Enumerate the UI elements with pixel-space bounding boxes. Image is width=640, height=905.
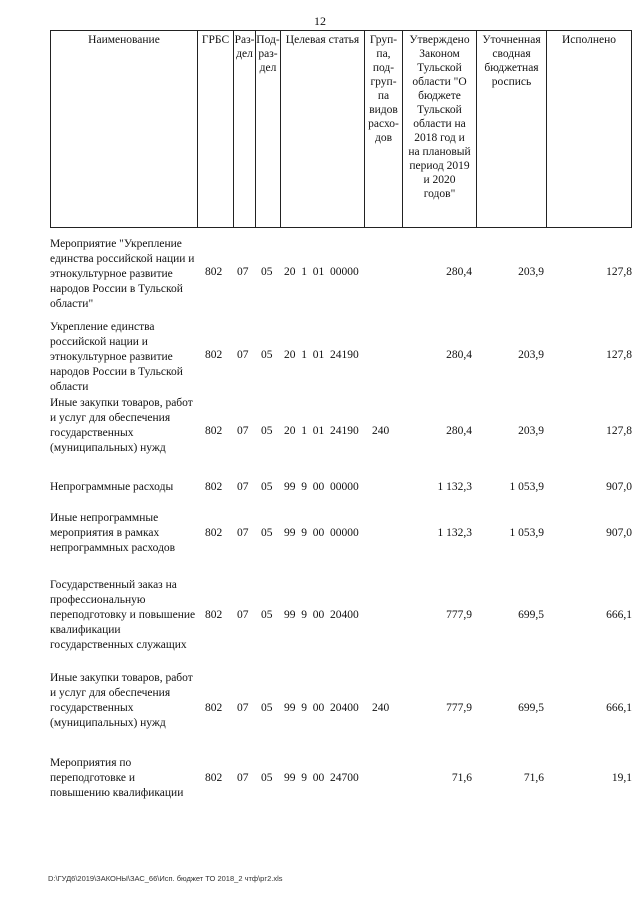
- row-approved: 777,9: [446, 702, 472, 714]
- row-refined: 203,9: [518, 266, 544, 278]
- row-podrazdel: 05: [261, 266, 273, 278]
- row-razdel: 07: [237, 702, 249, 714]
- page-number: 12: [314, 14, 326, 28]
- row-name: Мероприятия по переподготовке и повышению квалификации: [50, 757, 184, 799]
- row-executed: 907,0: [606, 481, 632, 493]
- row-approved: 280,4: [446, 349, 472, 361]
- row-executed: 907,0: [606, 527, 632, 539]
- row-executed: 127,8: [606, 349, 632, 361]
- row-refined: 203,9: [518, 349, 544, 361]
- row-approved: 1 132,3: [437, 481, 472, 493]
- row-name: Иные закупки товаров, работ и услуг для обеспечения государственных (муниципальных) нужд: [50, 672, 193, 729]
- row-target: 99 9 00 00000: [284, 481, 359, 493]
- row-grbs: 802: [205, 609, 223, 621]
- table-header: [50, 30, 632, 228]
- row-group: 240: [372, 702, 390, 714]
- row-refined: 699,5: [518, 609, 544, 621]
- row-grbs: 802: [205, 481, 223, 493]
- row-executed: 127,8: [606, 266, 632, 278]
- row-grbs: 802: [205, 772, 223, 784]
- row-podrazdel: 05: [261, 609, 273, 621]
- header-razdel: Раз- дел: [233, 31, 255, 227]
- table-row: [0, 320, 640, 393]
- header-refined: Уточненная сводная бюджетная роспись: [476, 31, 546, 227]
- row-podrazdel: 05: [261, 772, 273, 784]
- row-razdel: 07: [237, 425, 249, 437]
- table-row: [0, 671, 640, 746]
- table-row: [0, 237, 640, 312]
- header-name: Наименование: [50, 31, 197, 227]
- row-podrazdel: 05: [261, 481, 273, 493]
- table-row: [0, 396, 640, 471]
- row-approved: 1 132,3: [437, 527, 472, 539]
- row-group: 240: [372, 425, 390, 437]
- row-podrazdel: 05: [261, 527, 273, 539]
- row-target: 99 9 00 20400: [284, 702, 359, 714]
- header-grbs: ГРБС: [197, 31, 233, 227]
- row-razdel: 07: [237, 349, 249, 361]
- row-name: Непрограммные расходы: [50, 481, 174, 493]
- row-name: Государственный заказ на профессиональную переподготовку и повышение квалификации государственных служащих: [50, 579, 196, 651]
- row-refined: 1 053,9: [509, 527, 544, 539]
- row-executed: 666,1: [606, 702, 632, 714]
- header-group: Груп- па, под- груп- па видов расхо- дов: [364, 31, 402, 227]
- row-target: 99 9 00 24700: [284, 772, 359, 784]
- table-row: [0, 480, 640, 500]
- header-executed: Исполнено: [546, 31, 632, 227]
- row-executed: 666,1: [606, 609, 632, 621]
- row-target: 20 1 01 24190: [284, 425, 359, 437]
- file-path-footer: D:\ГУД6\2019\ЗАКОНЫ\ЗАС_66\Исп. бюджет ТО 2018_2 чтф\рг2.xls: [48, 874, 283, 883]
- table-row: [0, 578, 640, 653]
- row-razdel: 07: [237, 609, 249, 621]
- row-podrazdel: 05: [261, 702, 273, 714]
- row-grbs: 802: [205, 349, 223, 361]
- row-grbs: 802: [205, 266, 223, 278]
- row-target: 99 9 00 00000: [284, 527, 359, 539]
- row-name: Мероприятие "Укрепление единства российской нации и этнокультурное развитие народов России в Тульской области": [50, 238, 195, 310]
- row-approved: 280,4: [446, 425, 472, 437]
- row-podrazdel: 05: [261, 425, 273, 437]
- header-podrazdel: Под- раз- дел: [255, 31, 280, 227]
- table-row: [0, 511, 640, 556]
- row-razdel: 07: [237, 266, 249, 278]
- row-podrazdel: 05: [261, 349, 273, 361]
- row-name: Иные закупки товаров, работ и услуг для обеспечения государственных (муниципальных) нужд: [50, 397, 193, 454]
- row-approved: 280,4: [446, 266, 472, 278]
- row-name: Иные непрограммные мероприятия в рамках непрограммных расходов: [50, 512, 176, 554]
- row-refined: 203,9: [518, 425, 544, 437]
- row-executed: 127,8: [606, 425, 632, 437]
- header-approved: Утверждено Законом Тульской области "О бюджете Тульской области на 2018 год и на плановый период 2019 и 2020 годов": [402, 31, 476, 227]
- row-target: 99 9 00 20400: [284, 609, 359, 621]
- row-approved: 777,9: [446, 609, 472, 621]
- row-executed: 19,1: [611, 772, 632, 784]
- row-grbs: 802: [205, 527, 223, 539]
- row-approved: 71,6: [451, 772, 472, 784]
- row-refined: 71,6: [523, 772, 544, 784]
- row-grbs: 802: [205, 702, 223, 714]
- row-grbs: 802: [205, 425, 223, 437]
- row-refined: 699,5: [518, 702, 544, 714]
- table-row: [0, 756, 640, 801]
- row-target: 20 1 01 00000: [284, 266, 359, 278]
- row-razdel: 07: [237, 527, 249, 539]
- row-target: 20 1 01 24190: [284, 349, 359, 361]
- row-razdel: 07: [237, 481, 249, 493]
- row-refined: 1 053,9: [509, 481, 544, 493]
- row-razdel: 07: [237, 772, 249, 784]
- header-target: Целевая статья: [280, 31, 364, 227]
- row-name: Укрепление единства российской нации и этнокультурное развитие народов России в Тульской области: [50, 321, 183, 393]
